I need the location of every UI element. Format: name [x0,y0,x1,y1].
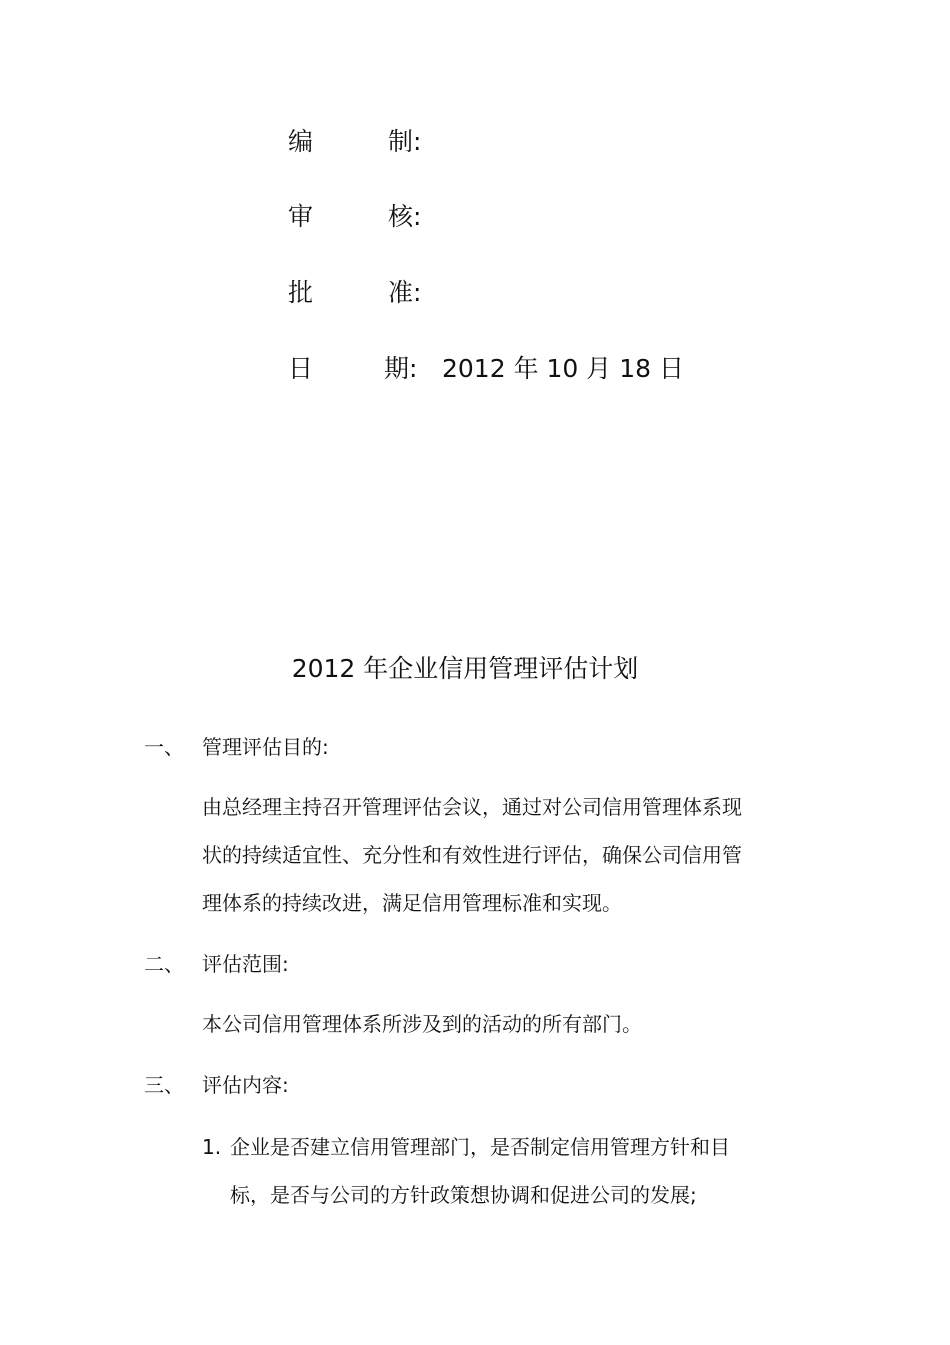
section-1-line-1: 由总经理主持召开管理评估会议，通过对公司信用管理体系现 [202,795,742,819]
compile-label-char2: 制: [388,127,422,156]
section-1-title: 管理评估目的: [202,735,329,759]
review-label-char2: 核: [388,202,422,231]
section-1-line-3: 理体系的持续改进，满足信用管理标准和实现。 [202,891,622,915]
approve-label-char1: 批 [288,278,314,307]
section-3-item-1-line-2: 标，是否与公司的方针政策想协调和促进公司的发展; [230,1183,697,1207]
section-2-number: 二、 [144,952,184,976]
section-3-number: 三、 [144,1073,184,1097]
section-3-item-1-line-1: 企业是否建立信用管理部门，是否制定信用管理方针和目 [230,1135,730,1159]
review-label-char1: 审 [288,202,314,231]
section-3-item-1-number: 1. [202,1135,222,1159]
compile-label-char1: 编 [288,127,314,156]
section-1-line-2: 状的持续适宜性、充分性和有效性进行评估，确保公司信用管 [202,843,742,867]
section-2-title: 评估范围: [202,952,289,976]
date-label-char1: 日 [288,354,314,383]
document-title: 2012 年企业信用管理评估计划 [291,654,639,683]
approve-label-char2: 准: [388,278,422,307]
date-value: 2012 年 10 月 18 日 [442,354,684,383]
section-3-title: 评估内容: [202,1073,289,1097]
date-label-char2: 期: [384,354,418,383]
section-2-line-1: 本公司信用管理体系所涉及到的活动的所有部门。 [202,1012,642,1036]
section-1-number: 一、 [144,735,184,759]
